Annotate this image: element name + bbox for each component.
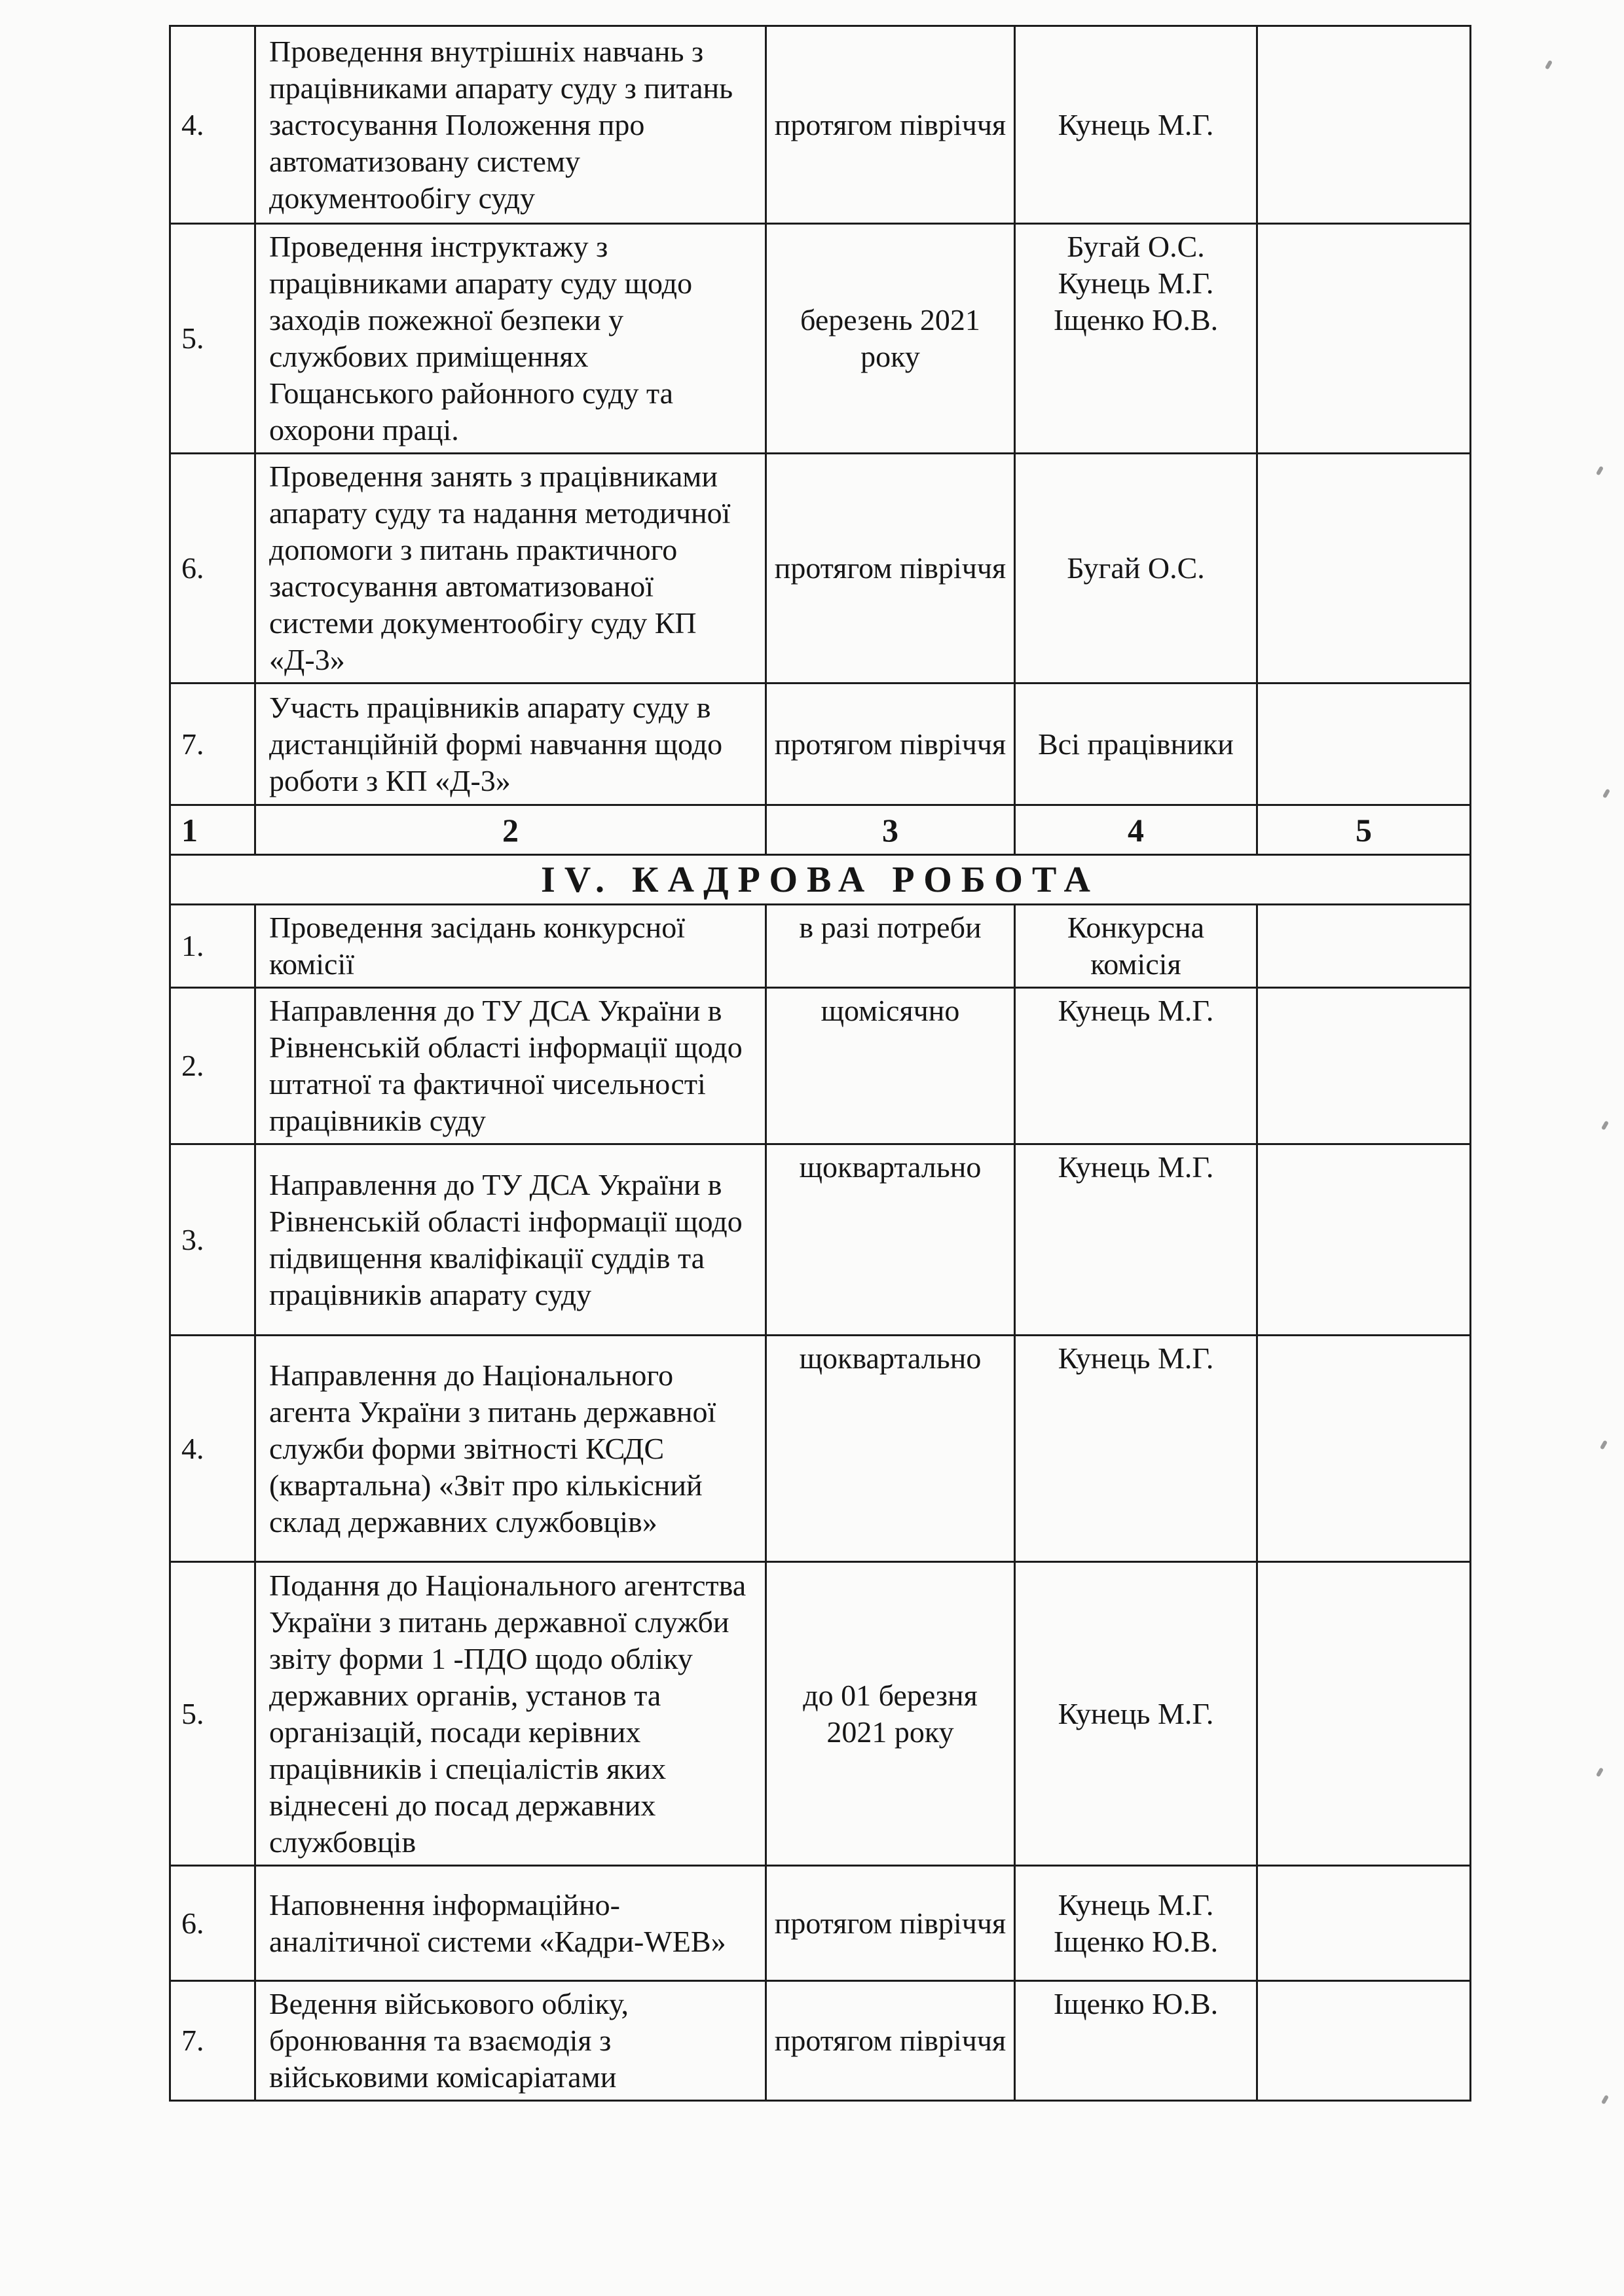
column-number: 4 <box>1015 805 1257 855</box>
table-row <box>170 988 1471 1144</box>
scan-speck <box>1596 1767 1604 1777</box>
scan-speck <box>1601 2094 1609 2104</box>
task-cell: Ведення військового обліку, бронювання та взаємодія з військовими комісаріатами <box>255 1981 766 2101</box>
note-cell <box>1257 1144 1471 1336</box>
column-number: 5 <box>1257 805 1471 855</box>
note-cell <box>1257 905 1471 988</box>
note-cell <box>1257 224 1471 454</box>
term-cell: протягом півріччя <box>766 26 1015 224</box>
scan-speck <box>1602 788 1610 798</box>
table-row <box>170 26 1471 224</box>
term-cell: щомісячно <box>766 988 1015 1144</box>
section-row <box>170 855 1471 905</box>
term-cell: щоквартально <box>766 1144 1015 1336</box>
row-number: 4. <box>170 26 255 224</box>
row-number: 5. <box>170 1562 255 1866</box>
table-row <box>170 1866 1471 1981</box>
table-row <box>170 905 1471 988</box>
row-number: 7. <box>170 1981 255 2101</box>
responsible-cell: Бугай О.С. <box>1015 454 1257 683</box>
responsible-cell: Кунець М.Г. <box>1015 26 1257 224</box>
term-cell: протягом півріччя <box>766 683 1015 805</box>
table-row <box>170 683 1471 805</box>
scan-speck <box>1600 1440 1608 1449</box>
note-cell <box>1257 26 1471 224</box>
table-row <box>170 224 1471 454</box>
table-row <box>170 1562 1471 1866</box>
term-cell: щоквартально <box>766 1336 1015 1562</box>
responsible-cell: Кунець М.Г. <box>1015 1336 1257 1562</box>
row-number: 3. <box>170 1144 255 1336</box>
responsible-cell: Кунець М.Г. <box>1015 1562 1257 1866</box>
responsible-cell: Бугай О.С. Кунець М.Г. Іщенко Ю.В. <box>1015 224 1257 454</box>
note-cell <box>1257 454 1471 683</box>
responsible-cell: Кунець М.Г. Іщенко Ю.В. <box>1015 1866 1257 1981</box>
scan-speck <box>1596 465 1604 475</box>
responsible-cell: Всі працівники <box>1015 683 1257 805</box>
responsible-cell: Іщенко Ю.В. <box>1015 1981 1257 2101</box>
term-cell: березень 2021 року <box>766 224 1015 454</box>
table-row <box>170 1144 1471 1336</box>
table-row <box>170 1336 1471 1562</box>
row-number: 6. <box>170 454 255 683</box>
row-number: 5. <box>170 224 255 454</box>
scan-speck <box>1545 60 1553 69</box>
task-cell: Направлення до ТУ ДСА України в Рівненській області інформації щодо підвищення кваліфікації суддів та працівників апарату суду <box>255 1144 766 1336</box>
note-cell <box>1257 1981 1471 2101</box>
scan-speck <box>1601 1120 1609 1130</box>
task-cell: Наповнення інформаційно-аналітичної системи «Кадри-WEB» <box>255 1866 766 1981</box>
term-cell: протягом півріччя <box>766 1866 1015 1981</box>
task-cell: Проведення засідань конкурсної комісії <box>255 905 766 988</box>
column-number: 3 <box>766 805 1015 855</box>
row-number: 6. <box>170 1866 255 1981</box>
note-cell <box>1257 683 1471 805</box>
term-cell: протягом півріччя <box>766 1981 1015 2101</box>
task-cell: Подання до Національного агентства України з питань державної служби звіту форми 1 -ПДО щодо обліку державних органів, установ та організацій, посади керівних працівників і спеціалістів яких віднесені до посад державних службовців <box>255 1562 766 1866</box>
section-title: IV. КАДРОВА РОБОТА <box>170 855 1471 905</box>
term-cell: в разі потреби <box>766 905 1015 988</box>
task-cell: Проведення занять з працівниками апарату суду та надання методичної допомоги з питань практичного застосування автоматизованої системи документообігу суду КП «Д-3» <box>255 454 766 683</box>
row-number: 2. <box>170 988 255 1144</box>
task-cell: Направлення до ТУ ДСА України в Рівненській області інформації щодо штатної та фактичної чисельності працівників суду <box>255 988 766 1144</box>
work-plan-table <box>169 25 1471 2102</box>
table-row <box>170 454 1471 683</box>
row-number: 1. <box>170 905 255 988</box>
note-cell <box>1257 1336 1471 1562</box>
task-cell: Участь працівників апарату суду в дистанційній формі навчання щодо роботи з КП «Д-3» <box>255 683 766 805</box>
note-cell <box>1257 1866 1471 1981</box>
term-cell: до 01 березня 2021 року <box>766 1562 1015 1866</box>
responsible-cell: Кунець М.Г. <box>1015 988 1257 1144</box>
task-cell: Проведення внутрішніх навчань з працівниками апарату суду з питань застосування Положення про автоматизовану систему документообігу суду <box>255 26 766 224</box>
column-number-row <box>170 805 1471 855</box>
responsible-cell: Кунець М.Г. <box>1015 1144 1257 1336</box>
responsible-cell: Конкурсна комісія <box>1015 905 1257 988</box>
note-cell <box>1257 988 1471 1144</box>
table-row <box>170 1981 1471 2101</box>
task-cell: Направлення до Національного агента України з питань державної служби форми звітності КСДС (квартальна) «Звіт про кількісний склад державних службовців» <box>255 1336 766 1562</box>
note-cell <box>1257 1562 1471 1866</box>
column-number: 2 <box>255 805 766 855</box>
term-cell: протягом півріччя <box>766 454 1015 683</box>
column-number: 1 <box>170 805 255 855</box>
task-cell: Проведення інструктажу з працівниками апарату суду щодо заходів пожежної безпеки у службових приміщеннях Гощанського районного суду та охорони праці. <box>255 224 766 454</box>
row-number: 4. <box>170 1336 255 1562</box>
row-number: 7. <box>170 683 255 805</box>
